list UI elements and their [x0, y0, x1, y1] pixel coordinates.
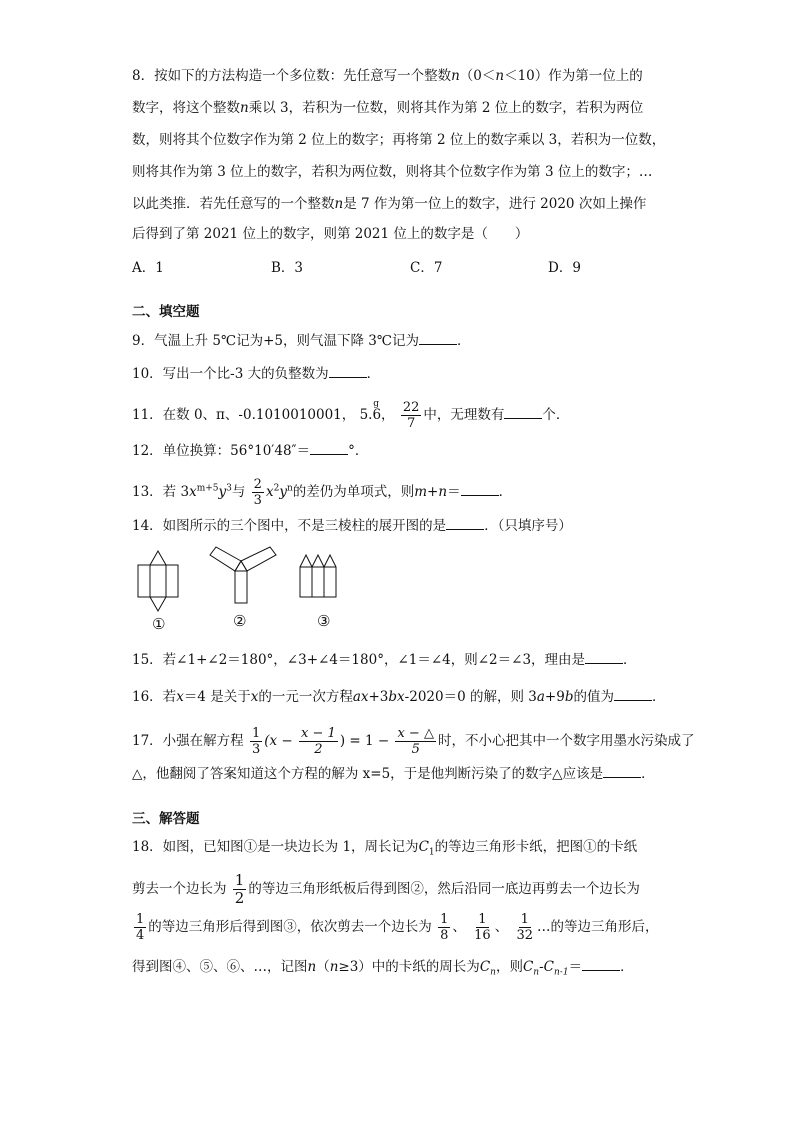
- numerator: 2: [253, 477, 262, 492]
- q15: [132, 649, 637, 670]
- q10-end: ．: [366, 366, 381, 382]
- separator: 、: [494, 919, 509, 935]
- var-c: C: [418, 839, 429, 855]
- q8-option-a: A．1: [132, 260, 164, 276]
- answer-blank[interactable]: [461, 481, 499, 496]
- q11-text: 中，无理数有: [423, 407, 505, 423]
- var-b: b: [564, 689, 574, 705]
- q16-text: 的一元一次方程: [258, 689, 353, 705]
- q18-text: 得到图④、⑤、⑥、…，记图: [132, 959, 308, 975]
- denominator: 2: [234, 889, 245, 907]
- q16: [132, 686, 665, 707]
- fraction-22-7: [401, 400, 422, 431]
- q16-text: ＝4 是关于: [183, 689, 251, 705]
- q17-text: 时，不小心把其中一个数字用墨水污染成了: [437, 733, 695, 749]
- exponent: n: [286, 483, 293, 494]
- var-x: x: [265, 484, 274, 500]
- numerator: x − 1: [301, 726, 336, 741]
- q14-end: ．（只填序号）: [484, 518, 572, 534]
- numerator: 1: [251, 726, 261, 741]
- q11-end: 个．: [542, 407, 570, 423]
- answer-blank[interactable]: [446, 515, 484, 530]
- q13-eq: ＝: [447, 484, 461, 500]
- q14-figures: [130, 545, 370, 615]
- answer-blank[interactable]: [504, 404, 542, 419]
- denominator: 8: [440, 928, 449, 943]
- answer-blank[interactable]: [603, 763, 641, 778]
- numerator: 1: [440, 912, 449, 927]
- var-n: n: [495, 68, 505, 84]
- fraction-1-4: [134, 912, 146, 943]
- q8-line5: [132, 194, 646, 214]
- numerator: 1: [478, 912, 487, 927]
- q10: [132, 363, 380, 384]
- section-heading-fill-blank: 二、填空题: [132, 304, 200, 320]
- exponent: m+5: [196, 483, 219, 494]
- figure-label-3: ③: [317, 612, 331, 630]
- answer-blank[interactable]: [419, 330, 457, 345]
- fraction-1-32: [515, 912, 536, 943]
- numerator: 1: [136, 912, 145, 927]
- q17-line2: [132, 763, 655, 784]
- net-figure-1: [138, 551, 178, 611]
- denominator: 32: [516, 928, 534, 943]
- q9-text: 9．气温上升 5℃记为+5，则气温下降 3℃记为: [132, 333, 419, 349]
- q12: [132, 440, 368, 461]
- q17-text: 17．小强在解方程: [132, 733, 244, 749]
- var-c: C: [543, 959, 554, 975]
- q18-text: 剪去一个边长为: [132, 881, 227, 897]
- fraction-1-2: [233, 872, 247, 907]
- q8-text: 乘以 3，若积为一位数，则将其作为第 2 位上的数字，若积为两位: [248, 100, 644, 116]
- var-bx: bx: [388, 689, 405, 705]
- var-c: C: [522, 959, 534, 975]
- q14-text: 14．如图所示的三个图中，不是三棱柱的展开图的是: [132, 518, 447, 534]
- q13: [132, 477, 512, 508]
- q9: [132, 330, 470, 351]
- var-ax: ax: [352, 689, 369, 705]
- q18-text: ，则: [495, 959, 523, 975]
- q14: [132, 515, 572, 536]
- q18-text: 的等边三角形纸板后得到图②，然后沿同一底边再剪去一个边长为: [248, 881, 640, 897]
- q8-line1: [132, 66, 643, 86]
- q18-line4: [132, 956, 634, 983]
- var-y: y: [218, 484, 227, 500]
- q11: [132, 400, 569, 431]
- fraction: [395, 726, 436, 757]
- fraction-2-3: [252, 477, 264, 508]
- q8-line6: 后得到了第 2021 位上的数字，则第 2021 位上的数字是（ ）: [132, 226, 529, 242]
- denominator: 4: [136, 928, 145, 943]
- q12-text: 12．单位换算：56°10′48″＝: [132, 443, 311, 459]
- q8-text: ＜10）作为第一位上的: [504, 68, 643, 84]
- numerator: 22: [402, 400, 420, 415]
- q11-text: 11．在数 0、π、-0.1010010001，: [132, 407, 356, 423]
- answer-blank[interactable]: [329, 363, 367, 378]
- q16-text: 的值为: [573, 689, 614, 705]
- q18-line1: [132, 837, 637, 863]
- q8-text: 是 7 作为第一位上的数字，进行 2020 次如上操作: [343, 196, 647, 212]
- q8-line2: [132, 98, 643, 118]
- denominator: 7: [406, 416, 416, 431]
- repeating-decimal: [359, 399, 382, 425]
- q15-end: ．: [623, 652, 637, 668]
- equation-part: (x −: [264, 733, 293, 749]
- net-figure-3: [300, 555, 336, 597]
- denominator: 3: [253, 493, 262, 508]
- q18-text: 的等边三角形后得到图③，依次剪去一个边长为: [148, 919, 432, 935]
- section-heading-solve: 三、解答题: [132, 811, 200, 827]
- fraction: [299, 726, 338, 757]
- q8-line4: 则将其作为第 3 位上的数字，若积为两位数，则将其个位数字作为第 3 位上的数字；…: [132, 164, 653, 180]
- denominator: 5: [411, 742, 420, 757]
- equals: ＝: [568, 959, 583, 975]
- q8-text: 数字，将这个整数: [132, 100, 240, 116]
- fraction-1-8: [438, 912, 450, 943]
- var-n: n: [329, 959, 339, 975]
- q18-text: 的等边三角形卡纸，把图①的卡纸: [434, 839, 638, 855]
- repeating-decimal-value: 5.6: [359, 407, 382, 423]
- q18-text: 18．如图，已知图①是一块边长为 1，周长记为: [132, 839, 419, 855]
- subscript: n-1: [554, 967, 569, 978]
- var-a: a: [536, 689, 545, 705]
- q18-end: ．: [620, 959, 634, 975]
- fraction: [250, 726, 262, 757]
- net-figure-2: [210, 547, 276, 603]
- q11-sep: ，: [381, 407, 395, 423]
- q18-line3: [132, 912, 659, 943]
- var-n: n: [451, 68, 460, 84]
- minus: -: [539, 959, 544, 975]
- q8-option-b: B．3: [271, 260, 304, 276]
- var-y: y: [279, 484, 287, 500]
- equation-part: ) = 1 −: [339, 733, 390, 749]
- q18-text: ≥3）中的卡纸的周长为: [338, 959, 480, 975]
- q16-text: -2020＝0 的解，则 3: [404, 689, 537, 705]
- q8-text: 8．按如下的方法构造一个多位数：先任意写一个整数: [132, 68, 452, 84]
- var-x: x: [250, 689, 259, 705]
- exponent: 2: [273, 483, 280, 494]
- repeat-dot-mark: g: [373, 399, 380, 409]
- figure-label-1: ①: [152, 615, 166, 633]
- q8-option-c: C．7: [410, 260, 443, 276]
- q12-end: °．: [348, 443, 369, 459]
- answer-blank[interactable]: [582, 956, 620, 971]
- expr-m-plus-n: m+n: [414, 484, 448, 500]
- q17-text: △，他翻阅了答案知道这个方程的解为 x=5，于是他判断污染了的数字△应该是: [132, 766, 604, 782]
- answer-blank[interactable]: [614, 686, 652, 701]
- q16-text: 16．若: [132, 689, 177, 705]
- subscript: n: [490, 967, 496, 978]
- q16-end: ．: [651, 689, 666, 705]
- numerator: 1: [234, 871, 245, 889]
- q17-line1: [132, 726, 694, 757]
- denominator: 2: [314, 742, 323, 757]
- subscript: n: [533, 967, 540, 978]
- var-n: n: [334, 196, 344, 212]
- fraction-1-16: [472, 912, 493, 943]
- q13-text: 的差仍为单项式，则: [292, 484, 415, 500]
- numerator: x − △: [397, 726, 434, 741]
- q18-line2: [132, 872, 640, 907]
- answer-blank[interactable]: [585, 649, 623, 664]
- var-c: C: [479, 959, 491, 975]
- q18-text: （: [316, 959, 330, 975]
- separator: 、: [452, 919, 466, 935]
- denominator: 3: [251, 742, 261, 757]
- exponent: 3: [226, 483, 232, 494]
- q8-text: 以此类推．若先任意写的一个整数: [132, 196, 335, 212]
- q13-text: 13．若 3: [132, 484, 190, 500]
- figure-label-2: ②: [233, 612, 247, 630]
- q13-end: ．: [498, 484, 513, 500]
- q8-option-d: D．9: [548, 260, 581, 276]
- q8-text: （0＜: [459, 68, 496, 84]
- q8-line3: 数，则将其个位数字作为第 2 位上的数字；再将第 2 位上的数字乘以 3，若积为一位数，: [132, 132, 666, 148]
- var-x: x: [176, 689, 184, 705]
- q16-text: +3: [368, 689, 389, 705]
- q17-end: ．: [641, 766, 655, 782]
- q18-text: …的等边三角形后，: [537, 919, 659, 935]
- var-n: n: [307, 959, 317, 975]
- var-n: n: [240, 100, 249, 116]
- q9-end: ．: [456, 333, 471, 349]
- q10-text: 10．写出一个比-3 大的负整数为: [132, 366, 329, 382]
- var-x: x: [189, 484, 197, 500]
- q13-text: 与: [231, 484, 246, 500]
- subscript: 1: [428, 847, 435, 858]
- denominator: 16: [474, 928, 491, 943]
- answer-blank[interactable]: [310, 440, 348, 455]
- numerator: 1: [520, 912, 529, 927]
- q15-text: 15．若∠1+∠2＝180°，∠3+∠4＝180°，∠1＝∠4，则∠2＝∠3，理由是: [132, 652, 586, 668]
- q16-text: +9: [544, 689, 565, 705]
